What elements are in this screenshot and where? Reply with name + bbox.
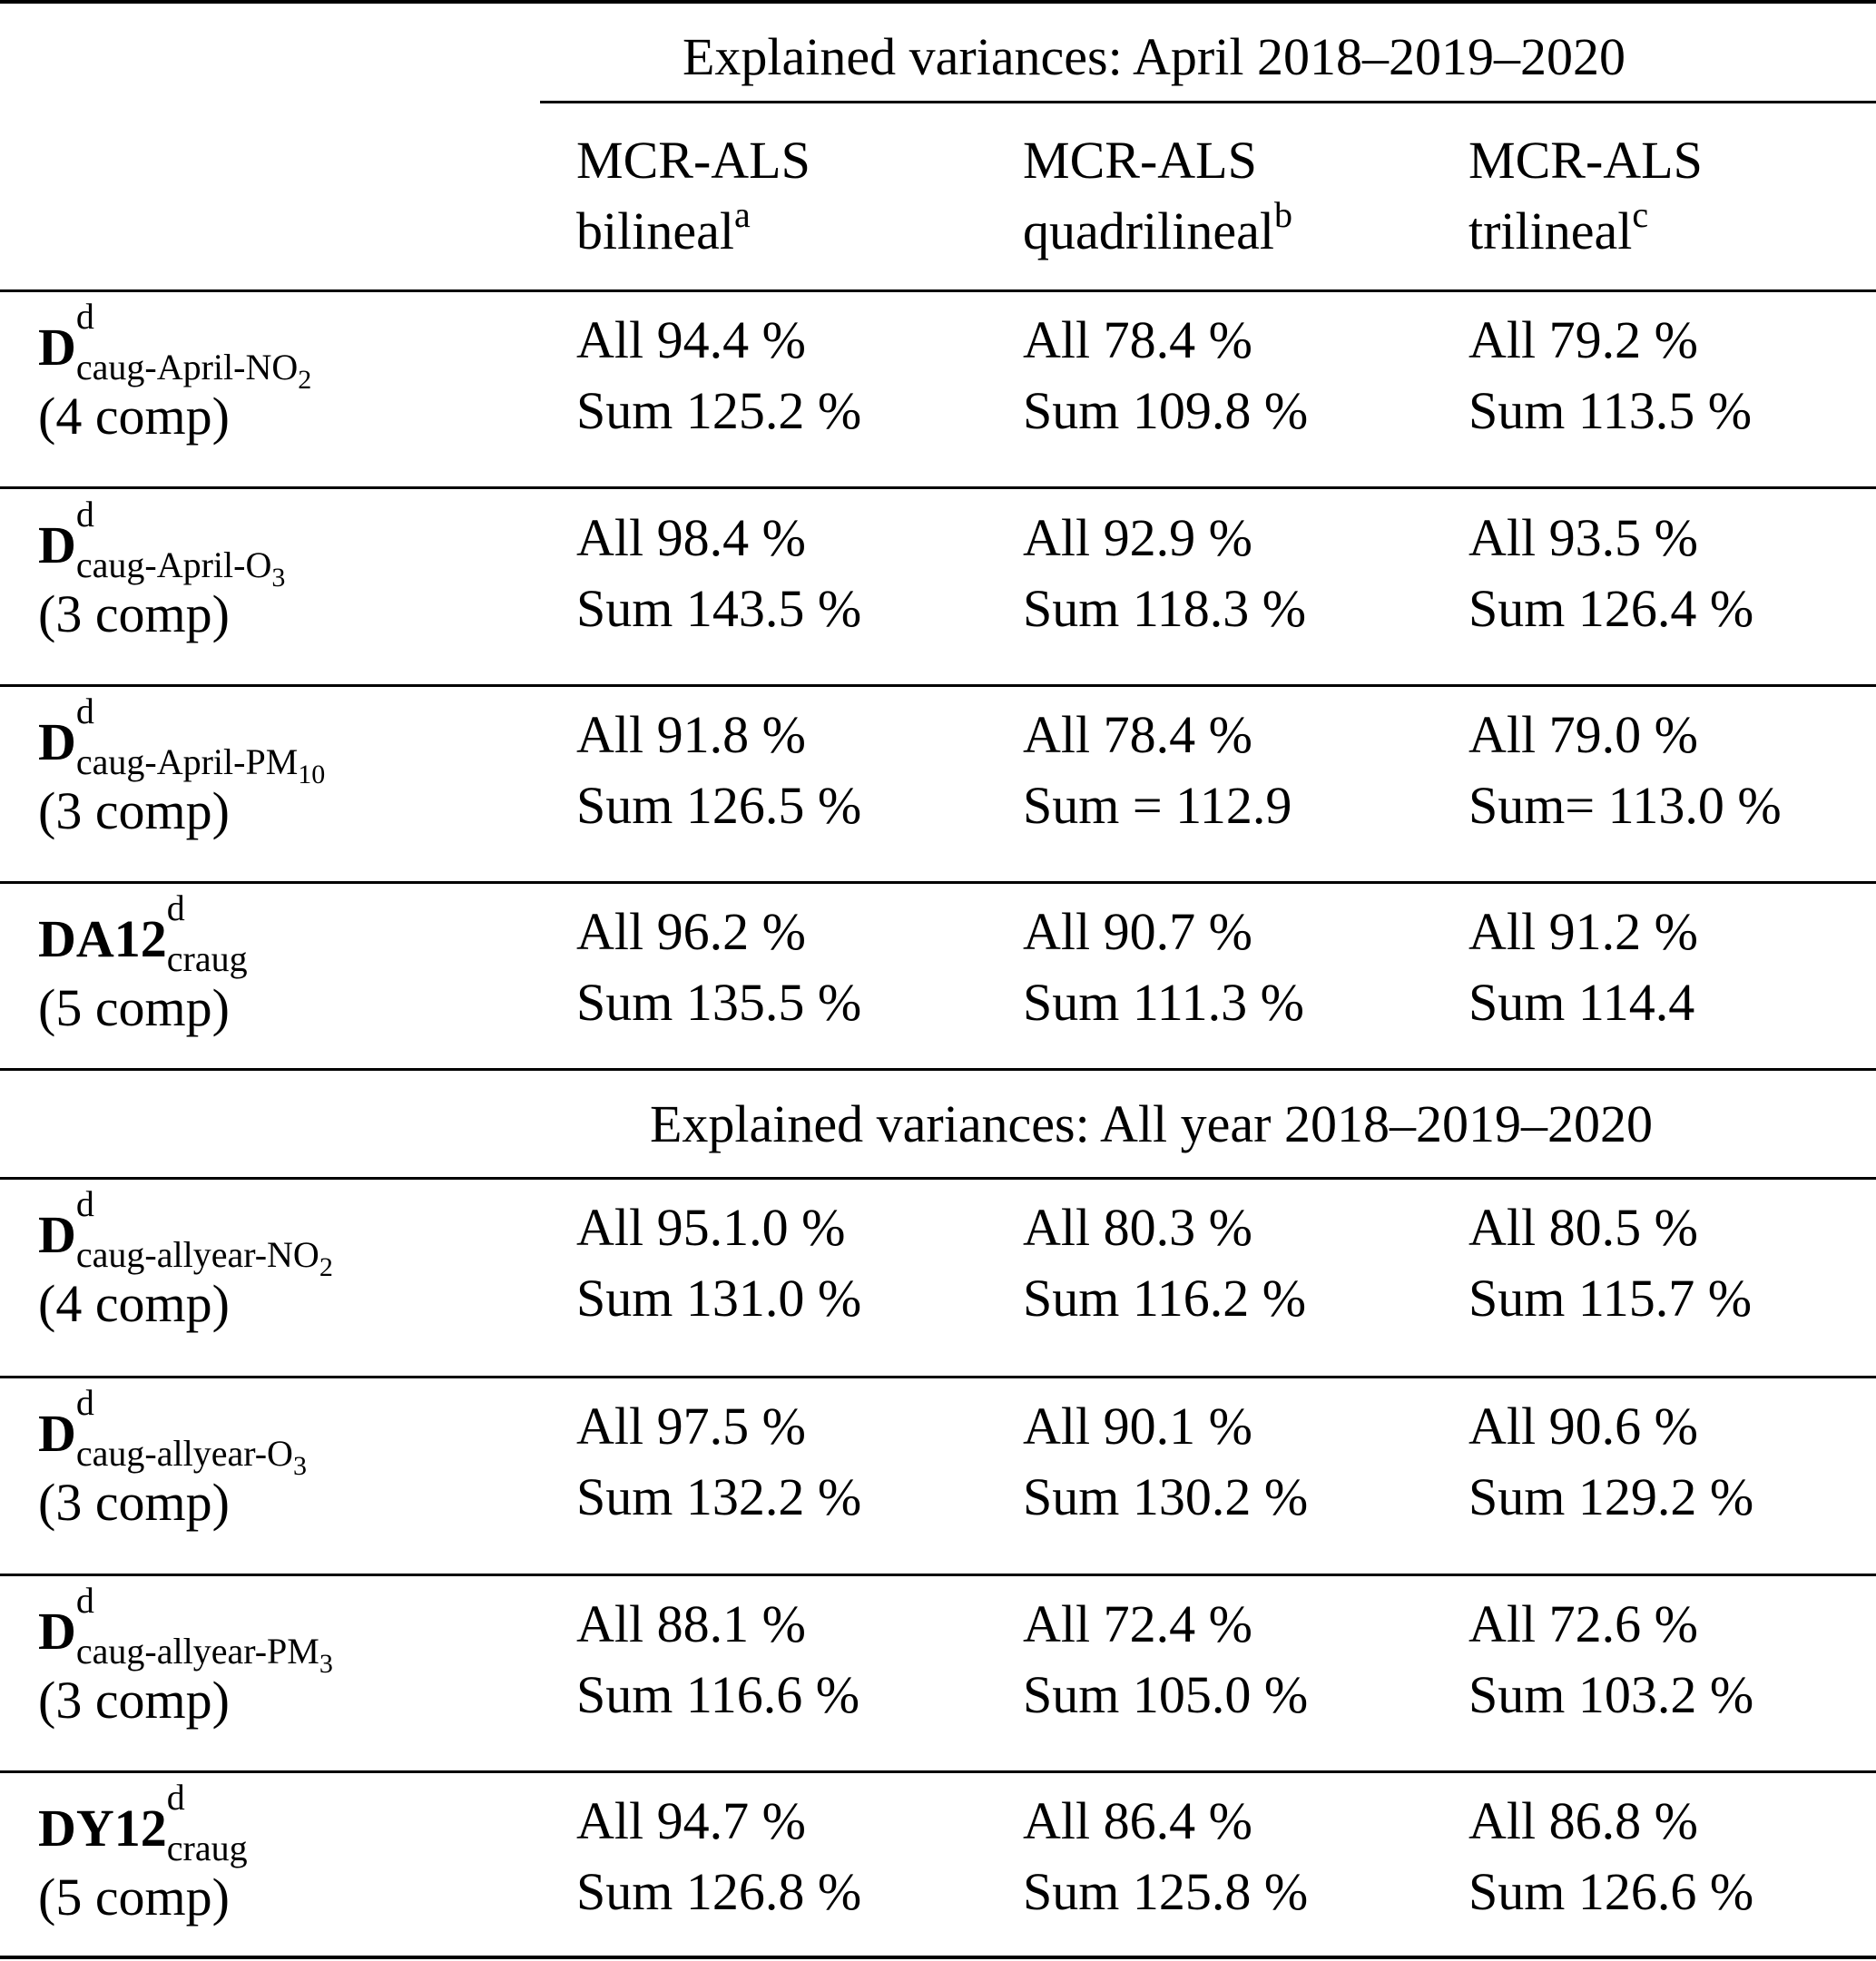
explained-variance-all: All 98.4 % (576, 508, 806, 567)
explained-variance-sum: Sum 130.2 % (1023, 1467, 1309, 1526)
table-cell (1023, 897, 1304, 1038)
row-label-components: (4 comp) (38, 1274, 230, 1333)
row-rule (0, 684, 1876, 687)
column-header-line1: MCR-ALS (1023, 131, 1257, 190)
matrix-symbol: D (38, 1404, 76, 1463)
matrix-superscript: d (75, 296, 94, 337)
table-cell (1468, 1192, 1752, 1334)
row-label-components: (3 comp) (38, 1671, 230, 1730)
matrix-symbol: D (38, 318, 76, 377)
table-cell (1023, 1192, 1306, 1334)
row-label-matrix (38, 1382, 307, 1481)
explained-variance-sum: Sum 118.3 % (1023, 579, 1307, 638)
explained-variance-sum: Sum 126.6 % (1468, 1862, 1754, 1921)
explained-variance-sum: Sum 109.8 % (1023, 381, 1309, 440)
row-label-components: (4 comp) (38, 387, 230, 446)
table-cell (1468, 305, 1752, 446)
table-cell (576, 503, 861, 644)
table-cell (576, 1786, 861, 1927)
row-rule (0, 1574, 1876, 1576)
row-label-matrix (38, 1777, 248, 1875)
row-label-components: (5 comp) (38, 1868, 230, 1927)
explained-variance-all: All 95.1.0 % (576, 1198, 846, 1257)
footnote-marker: c (1632, 194, 1649, 235)
column-header-quadrilineal (1023, 125, 1292, 272)
explained-variance-sum: Sum 111.3 % (1023, 973, 1304, 1032)
row-rule (0, 1376, 1876, 1378)
matrix-subsubscript: 3 (319, 1649, 333, 1679)
section-title-allyear: Explained variances: All year 2018–2019–2020 (650, 1094, 1653, 1153)
matrix-subscript: caug-April-PM (75, 741, 299, 782)
matrix-superscript: d (166, 887, 185, 928)
row-label-matrix (38, 1183, 333, 1282)
table-cell (1468, 897, 1698, 1038)
row-label-matrix (38, 691, 326, 789)
bottom-rule (0, 1956, 1876, 1959)
matrix-symbol: D (38, 1205, 76, 1264)
explained-variance-all: All 80.5 % (1468, 1198, 1698, 1257)
explained-variance-all: All 91.8 % (576, 705, 806, 764)
explained-variance-all: All 93.5 % (1468, 508, 1698, 567)
explained-variance-all: All 94.7 % (576, 1791, 806, 1850)
matrix-symbol: D (38, 1602, 76, 1661)
matrix-superscript: d (75, 1183, 94, 1224)
table-cell (1023, 305, 1308, 446)
matrix-symbol: D (38, 515, 76, 574)
column-header-line2: bilineal (576, 201, 734, 260)
header-subrule (540, 101, 1876, 103)
explained-variance-all: All 86.8 % (1468, 1791, 1698, 1850)
section-title-april: Explained variances: April 2018–2019–2020 (683, 27, 1626, 86)
table-cell (1023, 1391, 1308, 1533)
explained-variance-sum: Sum 103.2 % (1468, 1665, 1754, 1724)
row-label-matrix (38, 887, 248, 985)
table-cell (1023, 503, 1306, 644)
column-header-line2: trilineal (1468, 201, 1633, 260)
explained-variance-all: All 91.2 % (1468, 902, 1698, 961)
explained-variance-sum: Sum 115.7 % (1468, 1269, 1753, 1328)
explained-variance-all: All 78.4 % (1023, 705, 1252, 764)
explained-variance-sum: Sum 132.2 % (576, 1467, 862, 1526)
column-header-line1: MCR-ALS (1468, 131, 1703, 190)
table-cell (1468, 1391, 1753, 1533)
explained-variance-sum: Sum= 113.0 % (1468, 776, 1782, 835)
explained-variance-sum: Sum 116.6 % (576, 1665, 860, 1724)
explained-variance-all: All 90.6 % (1468, 1397, 1698, 1456)
explained-variance-sum: Sum 126.4 % (1468, 579, 1754, 638)
matrix-subscript: craug (166, 1828, 248, 1868)
table-cell (1023, 700, 1292, 841)
explained-variance-sum: Sum 126.8 % (576, 1862, 862, 1921)
matrix-superscript: d (75, 1580, 94, 1621)
top-rule (0, 0, 1876, 4)
explained-variance-all: All 72.4 % (1023, 1594, 1252, 1653)
explained-variance-all: All 72.6 % (1468, 1594, 1698, 1653)
explained-variance-sum: Sum 114.4 (1468, 973, 1695, 1032)
row-rule (0, 1068, 1876, 1071)
footnote-marker: a (733, 194, 751, 235)
matrix-superscript: d (75, 1382, 94, 1423)
table-cell (1468, 1589, 1753, 1731)
matrix-subscript: craug (166, 938, 248, 979)
matrix-symbol: DA12 (38, 909, 167, 968)
row-label-components: (3 comp) (38, 584, 230, 643)
matrix-superscript: d (166, 1777, 185, 1818)
explained-variance-all: All 90.1 % (1023, 1397, 1252, 1456)
table-cell (576, 305, 861, 446)
explained-variance-all: All 94.4 % (576, 310, 806, 369)
explained-variance-sum: Sum 131.0 % (576, 1269, 862, 1328)
explained-variance-sum: Sum 126.5 % (576, 776, 862, 835)
matrix-symbol: D (38, 712, 76, 771)
explained-variance-all: All 86.4 % (1023, 1791, 1252, 1850)
table-cell (576, 1192, 861, 1334)
explained-variance-all: All 90.7 % (1023, 902, 1252, 961)
matrix-subscript: caug-allyear-O (75, 1433, 293, 1474)
column-header-line1: MCR-ALS (576, 131, 810, 190)
column-header-trilineal (1468, 125, 1703, 272)
explained-variance-all: All 97.5 % (576, 1397, 806, 1456)
header-bottom-rule (0, 289, 1876, 292)
row-label-components: (5 comp) (38, 978, 230, 1037)
table-cell (1468, 1786, 1753, 1927)
explained-variance-all: All 78.4 % (1023, 310, 1252, 369)
matrix-superscript: d (75, 691, 94, 731)
matrix-subscript: caug-allyear-NO (75, 1234, 319, 1275)
column-header-bilineal (576, 125, 810, 272)
table-cell (1023, 1589, 1308, 1731)
explained-variance-all: All 88.1 % (576, 1594, 806, 1653)
explained-variance-sum: Sum 105.0 % (1023, 1665, 1309, 1724)
explained-variance-all: All 92.9 % (1023, 508, 1252, 567)
table-cell (576, 700, 861, 841)
explained-variance-sum: Sum 113.5 % (1468, 381, 1753, 440)
table-cell (1023, 1786, 1308, 1927)
row-label-components: (3 comp) (38, 781, 230, 840)
row-label-matrix (38, 296, 312, 395)
explained-variance-sum: Sum 116.2 % (1023, 1269, 1307, 1328)
table-cell (1468, 503, 1753, 644)
matrix-superscript: d (75, 494, 94, 534)
matrix-subsubscript: 3 (292, 1451, 307, 1481)
row-rule (0, 1770, 1876, 1773)
explained-variance-sum: Sum 135.5 % (576, 973, 862, 1032)
row-rule (0, 881, 1876, 884)
row-label-matrix (38, 494, 286, 593)
explained-variance-sum: Sum = 112.9 (1023, 776, 1292, 835)
table-cell (576, 897, 861, 1038)
matrix-subscript: caug-April-NO (75, 347, 299, 387)
row-label-matrix (38, 1580, 333, 1679)
matrix-subsubscript: 3 (271, 563, 286, 593)
row-label-components: (3 comp) (38, 1473, 230, 1532)
table-cell (576, 1589, 859, 1731)
explained-variance-sum: Sum 125.8 % (1023, 1862, 1309, 1921)
row-rule (0, 486, 1876, 489)
section-rule (0, 1177, 1876, 1180)
column-header-line2: quadrilineal (1023, 201, 1275, 260)
matrix-subscript: caug-allyear-PM (75, 1631, 319, 1672)
explained-variance-all: All 79.0 % (1468, 705, 1698, 764)
matrix-subsubscript: 2 (298, 365, 312, 395)
explained-variance-sum: Sum 125.2 % (576, 381, 862, 440)
matrix-subscript: caug-April-O (75, 544, 272, 585)
explained-variance-sum: Sum 129.2 % (1468, 1467, 1754, 1526)
table-cell (576, 1391, 861, 1533)
explained-variance-all: All 80.3 % (1023, 1198, 1252, 1257)
matrix-subsubscript: 10 (298, 760, 326, 789)
explained-variance-sum: Sum 143.5 % (576, 579, 862, 638)
explained-variance-all: All 79.2 % (1468, 310, 1698, 369)
explained-variance-all: All 96.2 % (576, 902, 806, 961)
table-cell (1468, 700, 1782, 841)
matrix-subsubscript: 2 (319, 1252, 333, 1282)
matrix-symbol: DY12 (38, 1799, 167, 1858)
footnote-marker: b (1274, 194, 1293, 235)
